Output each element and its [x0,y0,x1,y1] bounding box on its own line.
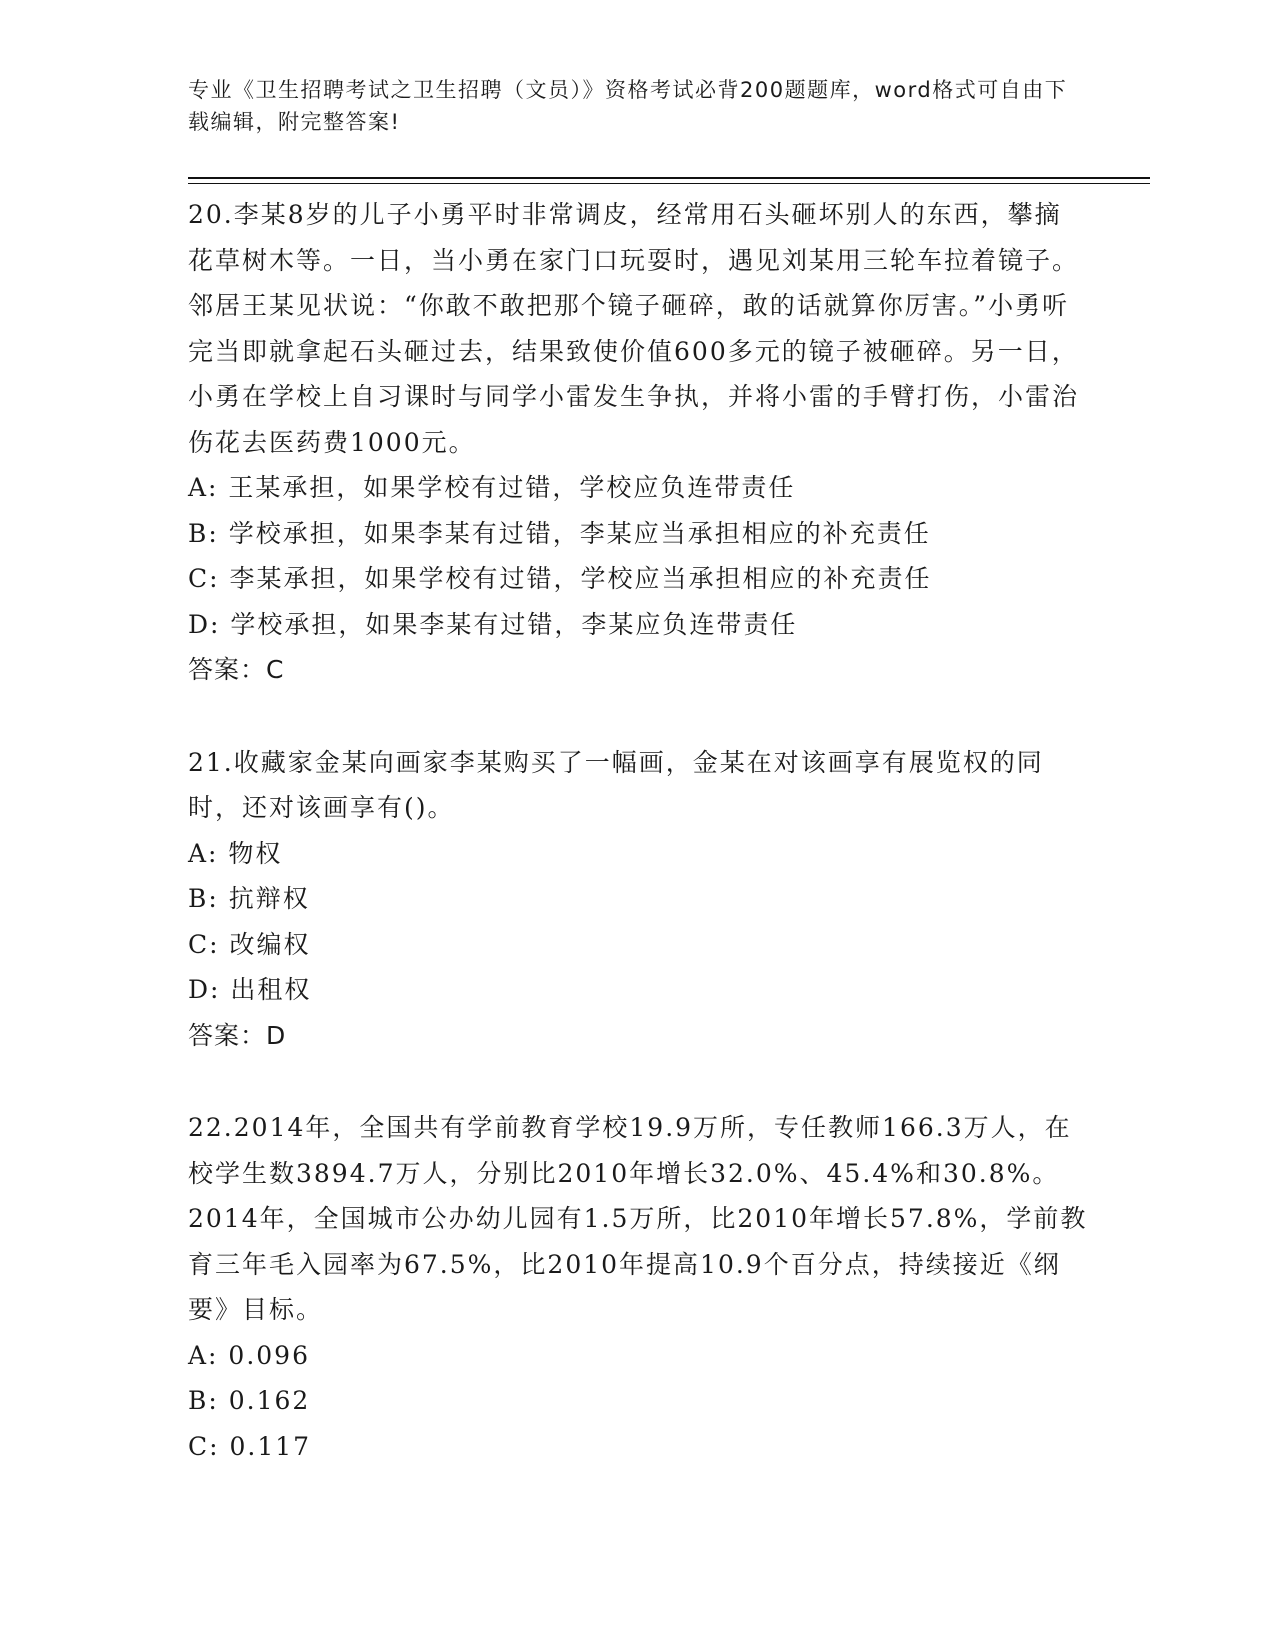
option-c: C: 李某承担，如果学校有过错，学校应当承担相应的补充责任 [188,564,932,593]
option-b: B: 学校承担，如果李某有过错，李某应当承担相应的补充责任 [188,518,931,548]
header-divider-thin [188,183,1150,184]
option-b: B: 0.162 [188,1386,311,1415]
option-b: B: 抗辩权 [188,884,310,913]
answer: 答案：C [188,655,285,684]
option-c: C: 改编权 [188,929,311,959]
option-a: A: 物权 [188,838,283,868]
question-22 [188,1105,1088,1469]
question-stem: 21.收藏家金某向画家李某购买了一幅画，金某在对该画享有展览权的同时，还对该画享有()。 [188,747,1044,822]
header-title: 专业《卫生招聘考试之卫生招聘（文员）》资格考试必背200题题库，word格式可自由下载编辑，附完整答案! [188,78,1068,134]
question-21 [188,740,1088,1059]
question-stem: 22.2014年，全国共有学前教育学校19.9万所，专任教师166.3万人，在校学生数3894.7万人，分别比2010年增长32.0%、45.4%和30.8%。2014年，全国城市公办幼儿园有1.5万所，比2010年增长57.8%，学前教育三年毛入园率为67.5%，比2010年提高10.9个百分点，持续接近《纲要》目标。 [188,1113,1088,1324]
answer: 答案：D [188,1020,287,1050]
question-list [188,192,1088,1516]
option-d: D: 学校承担，如果李某有过错，李某应负连带责任 [188,609,798,639]
document-header [188,74,1068,138]
question-stem: 20.李某8岁的儿子小勇平时非常调皮，经常用石头砸坏别人的东西，攀摘花草树木等。一日，当小勇在家门口玩耍时，遇见刘某用三轮车拉着镜子。邻居王某见状说：“你敢不敢把那个镜子砸碎，敢的话就算你厉害。”小勇听完当即就拿起石头砸过去，结果致使价值600多元的镜子被砸碎。另一日，小勇在学校上自习课时与同学小雷发生争执，并将小雷的手臂打伤，小雷治伤花去医药费1000元。 [188,200,1080,457]
option-a: A: 0.096 [188,1340,310,1370]
header-divider-thick [188,177,1150,179]
option-a: A: 王某承担，如果学校有过错，学校应负连带责任 [188,473,796,502]
question-20 [188,192,1088,693]
option-c: C: 0.117 [188,1431,312,1461]
option-d: D: 出租权 [188,975,312,1004]
